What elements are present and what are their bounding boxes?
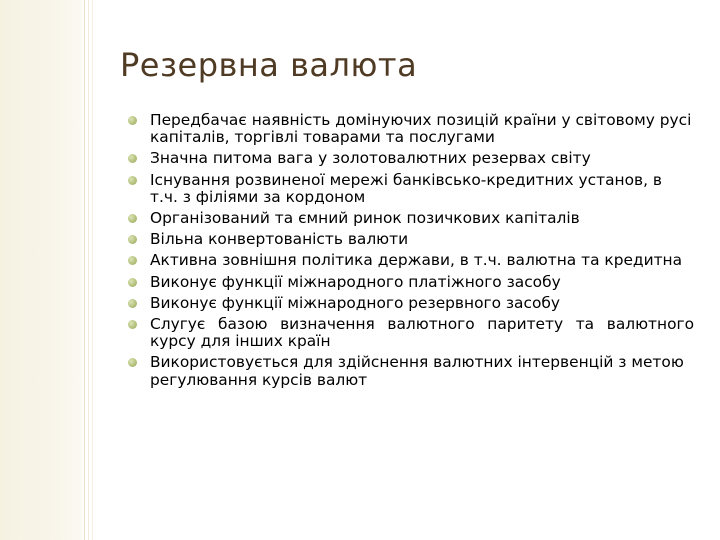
list-item-text: Використовується для здійснення валютних інтервенцій з метою регулювання курсів валют (150, 353, 684, 389)
bullet-icon (128, 358, 137, 367)
list-item (128, 150, 694, 167)
list-item-text: Виконує функції міжнародного платіжного засобу (150, 272, 561, 291)
bullet-icon (128, 176, 137, 185)
left-decorative-band (0, 0, 82, 540)
slide-title: Резервна валюта (120, 46, 418, 84)
list-item-text: Організований та ємний ринок позичкових капіталів (150, 209, 580, 228)
list-item (128, 112, 694, 146)
list-item (128, 210, 694, 227)
bullet-icon (128, 278, 137, 287)
bullet-icon (128, 320, 137, 329)
list-item (128, 252, 694, 269)
band-divider-line (88, 0, 89, 540)
bullet-icon (128, 154, 137, 163)
list-item-text: Виконує функції міжнародного резервного засобу (150, 293, 560, 312)
list-item-text: Слугує базою визначення валютного паритету та валютного курсу для інших країн (150, 315, 694, 351)
list-item (128, 274, 694, 291)
band-divider-line (84, 0, 85, 540)
bullet-list (128, 112, 694, 393)
list-item-text: Існування розвиненої мережі банківсько-кредитних установ, в т.ч. з філіями за кордоном (150, 170, 662, 206)
list-item-text: Передбачає наявність домінуючих позицій країни у світовому русі капіталів, торгівлі товарами та послугами (150, 111, 692, 147)
list-item-text: Значна питома вага у золотовалютних резервах світу (150, 149, 591, 168)
list-item-text: Вільна конвертованість валюти (150, 230, 409, 249)
band-divider-line (92, 0, 93, 540)
list-item-text: Активна зовнішня політика держави, в т.ч. валютна та кредитна (150, 251, 683, 270)
list-item (128, 231, 694, 248)
bullet-icon (128, 256, 137, 265)
list-item (128, 172, 694, 206)
bullet-icon (128, 235, 137, 244)
list-item (128, 295, 694, 312)
bullet-icon (128, 299, 137, 308)
bullet-icon (128, 214, 137, 223)
bullet-icon (128, 116, 137, 125)
list-item (128, 354, 694, 388)
list-item (128, 316, 694, 350)
